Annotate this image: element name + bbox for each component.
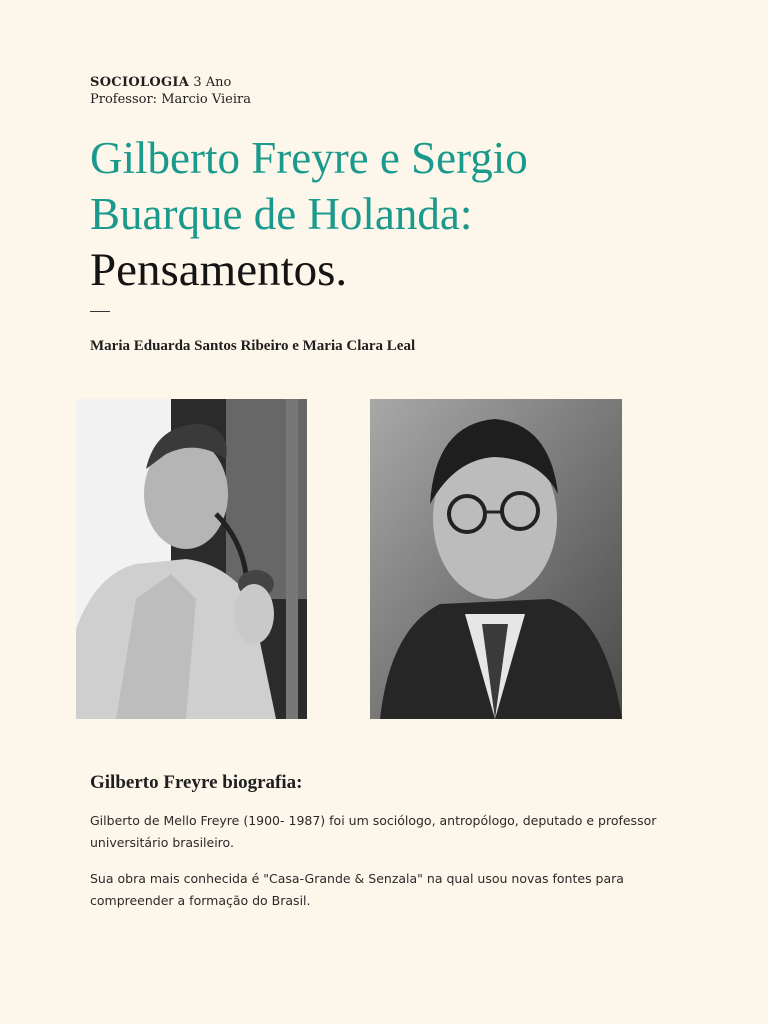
document-header — [90, 74, 251, 108]
title-line-1: Gilberto Freyre e Sergio — [90, 133, 528, 183]
photo-sergio-buarque — [370, 399, 622, 719]
title-line-2: Buarque de Holanda: — [90, 189, 473, 239]
divider — [90, 311, 110, 312]
photo-gilberto-freyre — [76, 399, 307, 719]
subject-label: SOCIOLOGIA — [90, 75, 190, 90]
title-line-3: Pensamentos. — [90, 244, 348, 296]
grade-label: 3 Ano — [189, 75, 232, 90]
teacher-label: Professor: Marcio Vieira — [90, 92, 251, 107]
biography-paragraph-1: Gilberto de Mello Freyre (1900- 1987) foi um sociólogo, antropólogo, deputado e professor universitário brasileiro. — [90, 813, 657, 850]
authors-line: Maria Eduarda Santos Ribeiro e Maria Clara Leal — [90, 338, 416, 354]
page-title — [90, 130, 710, 298]
course-line — [90, 74, 251, 91]
biography-paragraph-2: Sua obra mais conhecida é "Casa-Grande & Senzala" na qual usou novas fontes para compreender a formação do Brasil. — [90, 871, 624, 908]
section-heading: Gilberto Freyre biografia: — [90, 772, 303, 793]
